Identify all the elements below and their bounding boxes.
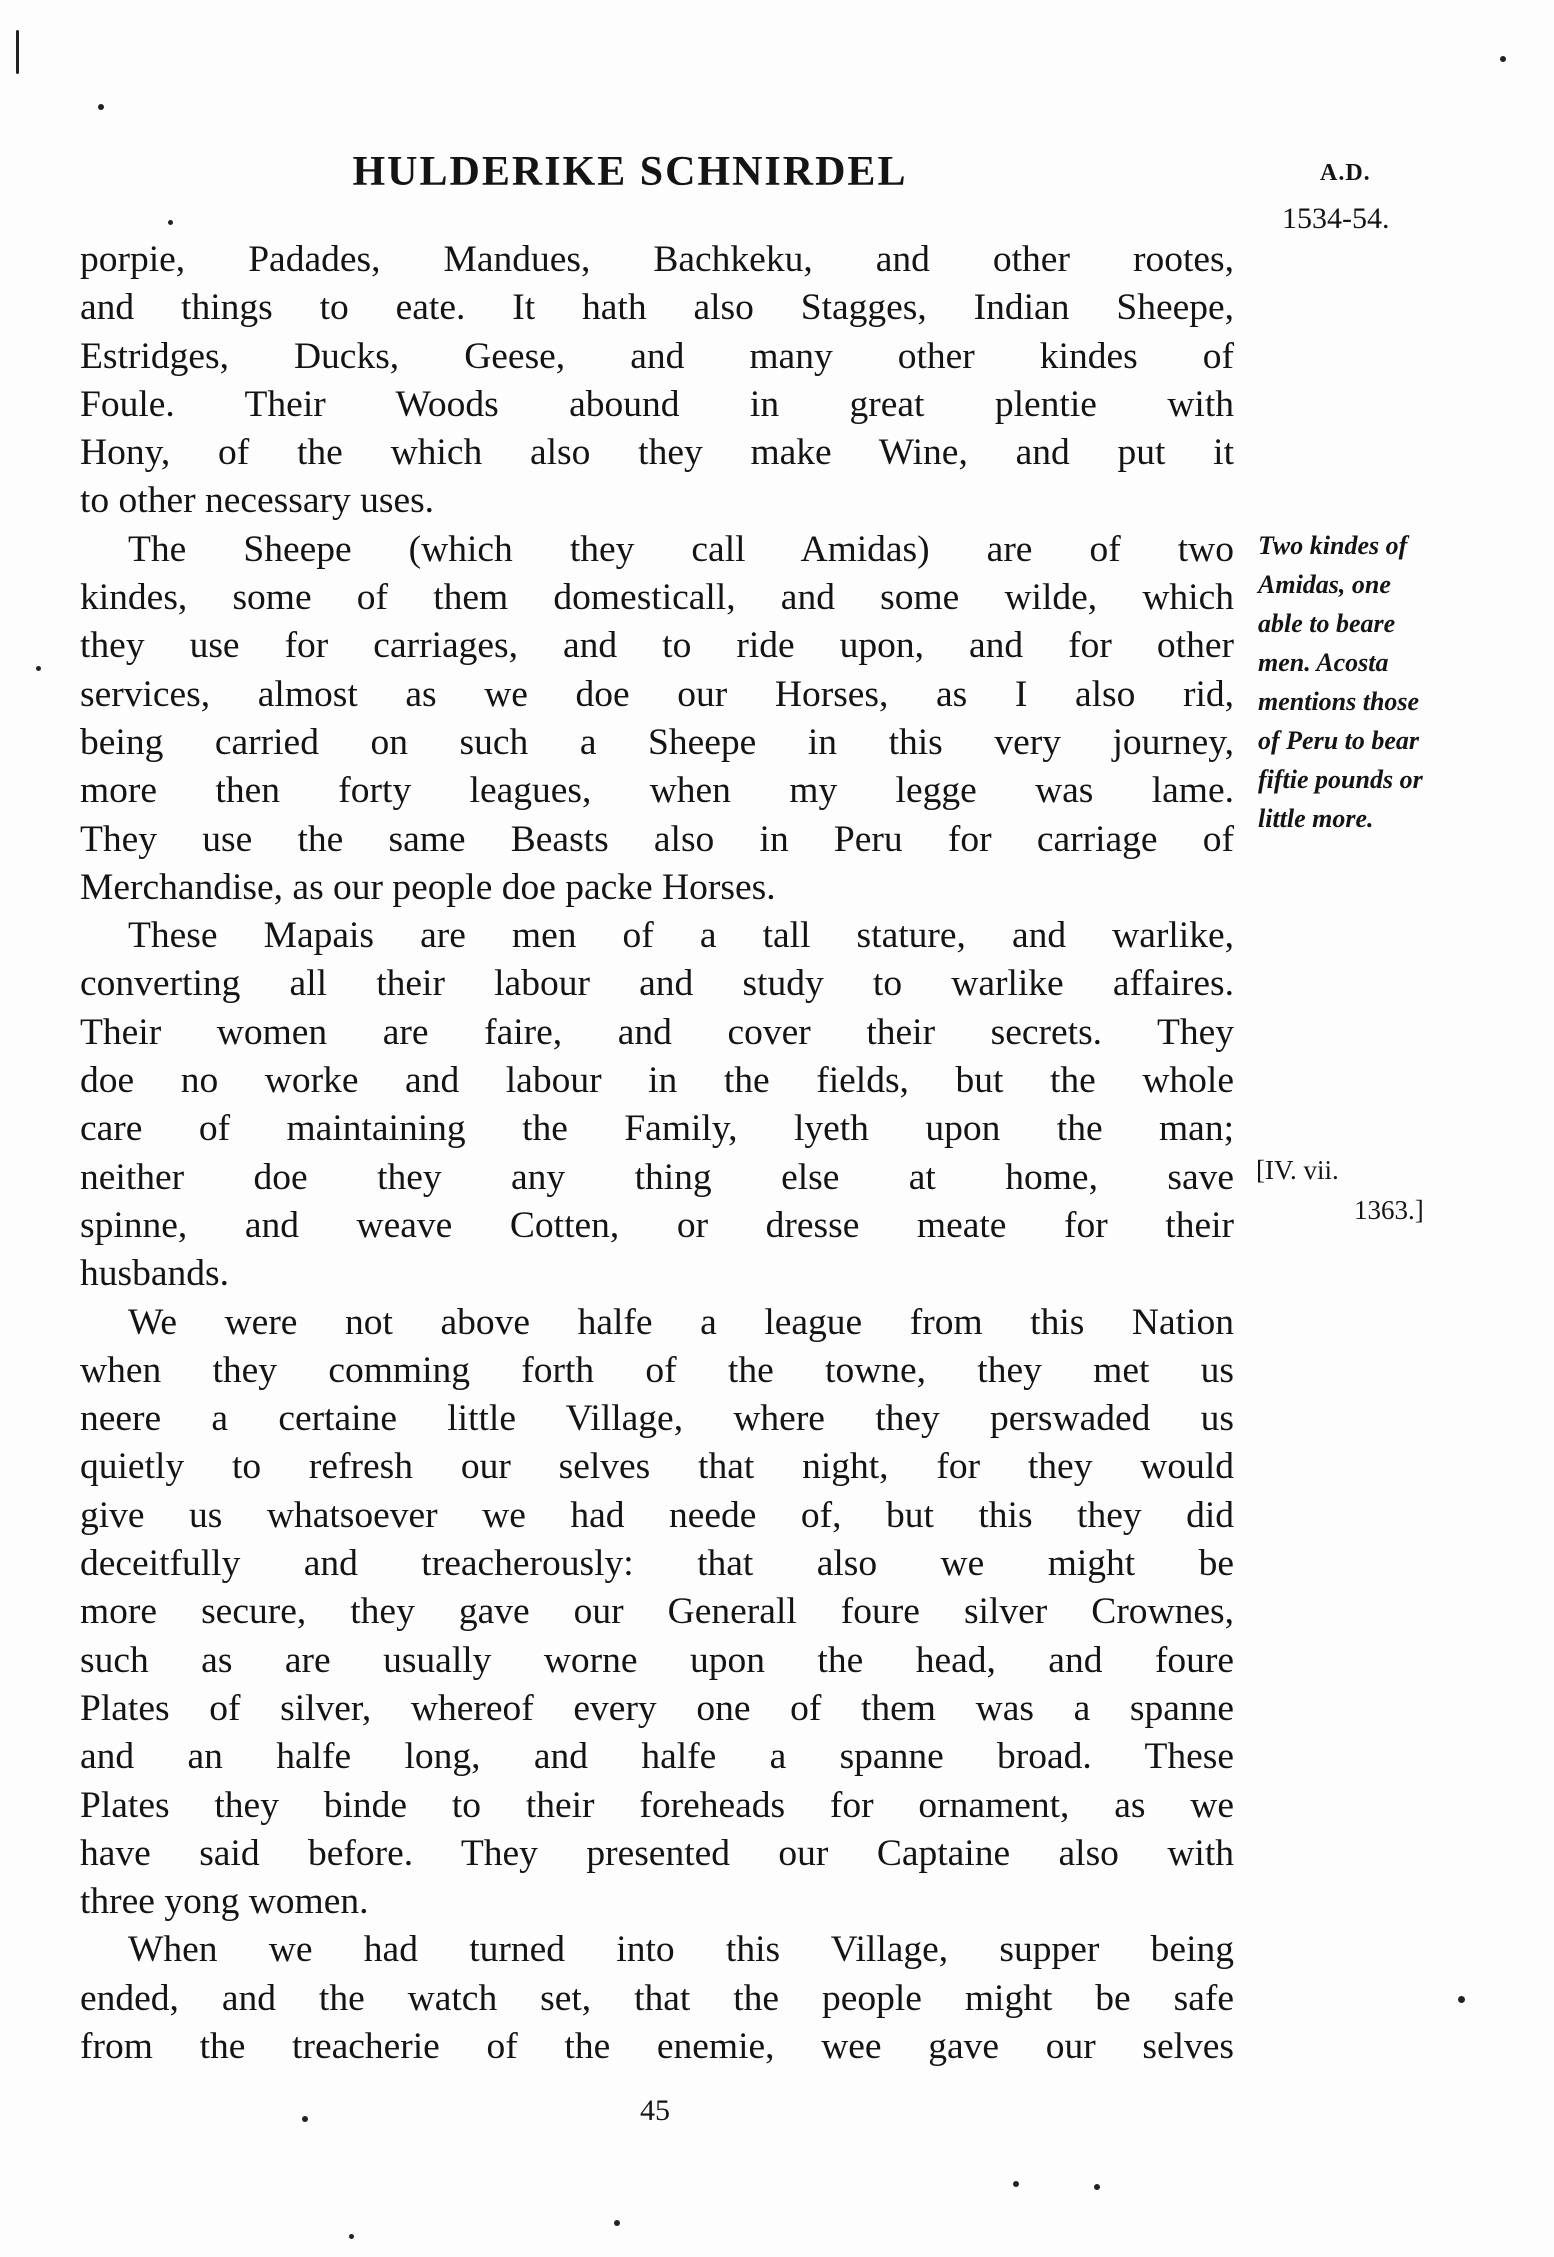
text-line: Their women are faire, and cover their secrets. They <box>80 1011 1234 1053</box>
text-line: from the treacherie of the enemie, wee gave our selves <box>80 2025 1234 2067</box>
text-line: porpie, Padades, Mandues, Bachkeku, and other rootes, <box>80 239 1234 280</box>
margin-note <box>1258 526 1508 838</box>
scan-speck <box>1458 1996 1465 2003</box>
text-line: spinne, and weave Cotten, or dresse meate for their <box>80 1204 1234 1246</box>
scan-speck <box>98 104 104 110</box>
text-line: and an halfe long, and halfe a spanne broad. These <box>80 1736 1234 1778</box>
margin-note-line: little more. <box>1258 804 1374 833</box>
text-line: kindes, some of them domesticall, and some wilde, which <box>80 577 1234 619</box>
text-line: They use the same Beasts also in Peru for carriage of <box>80 818 1234 860</box>
text-line: Plates of silver, whereof every one of them was a spanne <box>80 1687 1234 1729</box>
text-line: more then forty leagues, when my legge was lame. <box>80 770 1234 812</box>
text-line: neere a certaine little Village, where they perswaded us <box>80 1398 1234 1440</box>
text-line: when they comming forth of the towne, they met us <box>80 1349 1234 1391</box>
text-line: three yong women. <box>80 1881 369 1923</box>
body-text <box>80 236 1234 2071</box>
scan-speck <box>16 30 19 74</box>
margin-note-line: able to beare <box>1258 609 1396 638</box>
text-line: husbands. <box>80 1253 229 1295</box>
text-line: quietly to refresh our selves that night, for they would <box>80 1446 1234 1488</box>
paragraph-start-line: These Mapais are men of a tall stature, and warlike, <box>128 915 1234 957</box>
scan-speck <box>614 2220 620 2226</box>
paragraph-start-line: We were not above halfe a league from this Nation <box>128 1301 1234 1343</box>
text-line: deceitfully and treacherously: that also we might be <box>80 1543 1234 1585</box>
text-line: being carried on such a Sheepe in this very journey, <box>80 721 1234 763</box>
scan-speck <box>36 666 41 671</box>
text-line: Foule. Their Woods abound in great plentie with <box>80 383 1234 425</box>
margin-note-line: Two kindes of <box>1258 531 1408 560</box>
text-line: give us whatsoever we had neede of, but this they did <box>80 1494 1234 1536</box>
text-line: doe no worke and labour in the fields, but the whole <box>80 1060 1234 1102</box>
text-line: they use for carriages, and to ride upon, and for other <box>80 625 1234 667</box>
margin-note-line: of Peru to bear <box>1258 726 1420 755</box>
scan-speck <box>1013 2181 1019 2187</box>
text-line: such as are usually worne upon the head, and foure <box>80 1639 1234 1681</box>
margin-note-line: mentions those <box>1258 687 1420 716</box>
text-line: to other necessary uses. <box>80 480 435 522</box>
text-line: ended, and the watch set, that the people might be safe <box>80 1977 1234 2019</box>
margin-note-line: fiftie pounds or <box>1258 765 1423 794</box>
text-line: care of maintaining the Family, lyeth upon the man; <box>80 1108 1234 1150</box>
scan-speck <box>302 2116 308 2122</box>
reference-line: 1363.] <box>1354 1195 1424 1225</box>
margin-note-line: men. Acosta <box>1258 648 1389 677</box>
scan-speck <box>168 220 173 225</box>
scan-speck <box>1500 56 1506 62</box>
date-label: A.D. <box>1320 160 1371 186</box>
page-number: 45 <box>640 2094 670 2127</box>
scan-speck <box>1094 2184 1100 2190</box>
margin-note-line: Amidas, one <box>1258 570 1391 599</box>
text-line: neither doe they any thing else at home, save <box>80 1156 1234 1198</box>
text-line: have said before. They presented our Captaine also with <box>80 1832 1234 1874</box>
text-line: and things to eate. It hath also Stagges, Indian Sheepe, <box>80 287 1234 329</box>
running-head-title: HULDERIKE SCHNIRDEL <box>352 149 908 195</box>
date-range: 1534-54. <box>1282 202 1390 235</box>
paragraph-start-line: When we had turned into this Village, supper being <box>128 1929 1234 1971</box>
text-line: Hony, of the which also they make Wine, and put it <box>80 432 1234 474</box>
reference-line: [IV. vii. <box>1256 1155 1339 1185</box>
text-line: Estridges, Ducks, Geese, and many other kindes of <box>80 335 1234 377</box>
paragraph-start-line: The Sheepe (which they call Amidas) are of two <box>128 528 1234 570</box>
text-line: Merchandise, as our people doe packe Horses. <box>80 866 776 908</box>
scan-speck <box>349 2234 354 2239</box>
text-line: converting all their labour and study to warlike affaires. <box>80 963 1234 1005</box>
text-line: Plates they binde to their foreheads for ornament, as we <box>80 1784 1234 1826</box>
text-line: more secure, they gave our Generall foure silver Crownes, <box>80 1591 1234 1633</box>
text-line: services, almost as we doe our Horses, as I also rid, <box>80 673 1234 715</box>
volume-page-reference <box>1256 1150 1424 1230</box>
